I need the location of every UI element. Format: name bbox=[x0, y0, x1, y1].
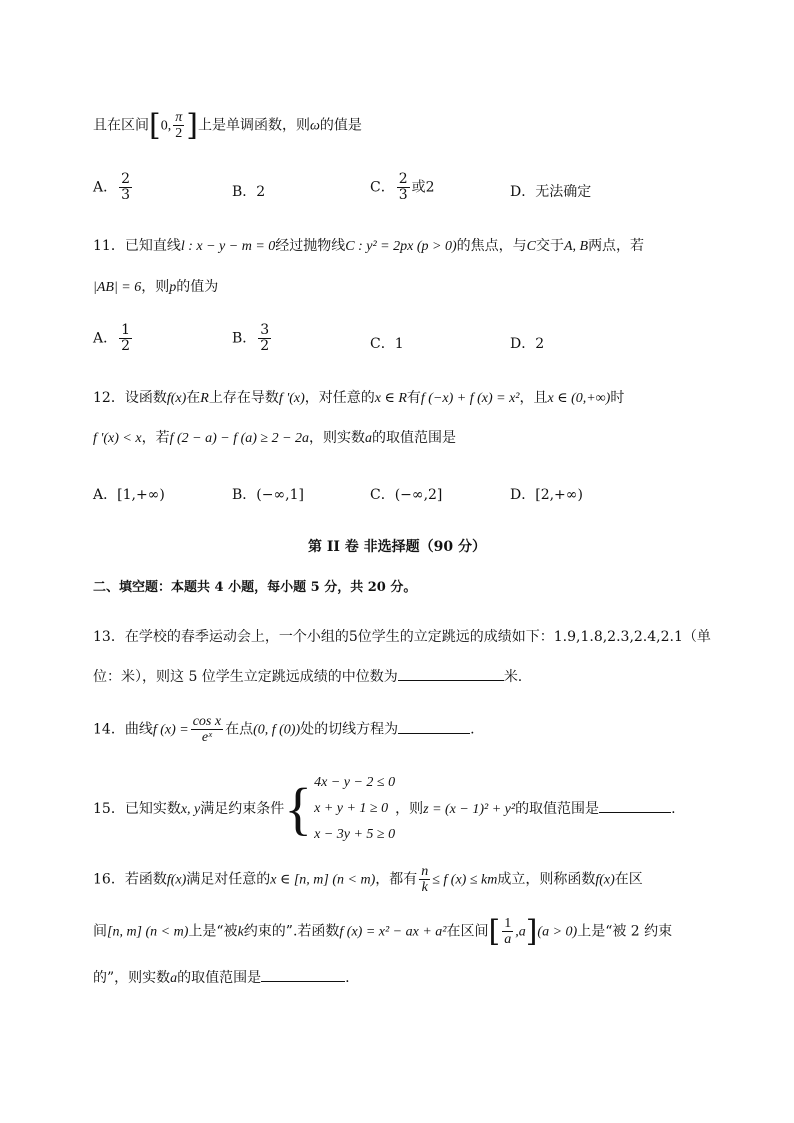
frac-num: n bbox=[421, 864, 429, 879]
q11-stem-line2 bbox=[93, 277, 724, 298]
q16-text: 若函数 bbox=[124, 871, 167, 888]
option-label: C． bbox=[370, 336, 395, 352]
option-label: B． bbox=[232, 487, 257, 503]
question-number: 16． bbox=[93, 871, 125, 888]
q10-option-a bbox=[93, 172, 134, 203]
q12-option-d bbox=[510, 484, 583, 504]
q15-text: 的取值范围是 bbox=[515, 801, 600, 817]
q12-text: ，若 bbox=[141, 430, 170, 446]
option-text: 或2 bbox=[411, 179, 435, 196]
q15-text: 满足约束条件 bbox=[200, 801, 285, 817]
q12-text: ，且 bbox=[519, 390, 548, 406]
q16-text: 上是“被 2 约束 bbox=[577, 923, 673, 940]
option-label: C． bbox=[370, 487, 395, 503]
q16-text: 约束的”.若函数 bbox=[243, 923, 340, 940]
section-heading: 二、填空题：本题共 4 小题，每小题 5 分，共 20 分。 bbox=[93, 580, 417, 595]
q12-text: 的取值范围是 bbox=[372, 430, 457, 446]
option-label: A． bbox=[93, 330, 118, 347]
q16-text: 的”，则实数 bbox=[93, 970, 171, 986]
math: ≤ f (x) ≤ km bbox=[432, 872, 498, 888]
answer-blank[interactable] bbox=[599, 798, 671, 813]
constraint: x + y + 1 ≥ 0 bbox=[314, 801, 389, 816]
q12-text: 有 bbox=[406, 390, 421, 406]
math: R bbox=[200, 391, 209, 406]
frac-den: 3 bbox=[398, 187, 408, 203]
constraint: x − 3y + 5 ≥ 0 bbox=[314, 827, 396, 842]
math: f(x) bbox=[166, 872, 187, 888]
math: C : y² = 2px (p > 0) bbox=[345, 239, 457, 254]
q15-text: 已知实数 bbox=[124, 801, 181, 817]
q11-text: 两点，若 bbox=[588, 238, 645, 254]
q14-text: . bbox=[470, 721, 475, 738]
math: (a > 0) bbox=[537, 924, 578, 940]
fraction bbox=[258, 323, 271, 354]
math: f (−x) + f (x) = x² bbox=[420, 391, 520, 406]
math: A, B bbox=[563, 239, 589, 254]
q10-option-b bbox=[232, 181, 265, 201]
q12-stem-line2 bbox=[93, 428, 724, 449]
q16-text: ，都有 bbox=[375, 871, 418, 888]
q13-text: 米. bbox=[503, 669, 523, 685]
question-number: 12． bbox=[93, 390, 125, 406]
math: ,a bbox=[515, 924, 526, 940]
frac-den: 2 bbox=[175, 126, 183, 141]
option-text: 2 bbox=[256, 184, 266, 200]
q15-stem bbox=[93, 770, 724, 842]
data-values: 1.9,1.8,2.3,2.4,2.1 bbox=[553, 629, 683, 645]
q11-text: 交于 bbox=[535, 238, 564, 254]
right-bracket: ] bbox=[525, 913, 538, 949]
fraction bbox=[119, 323, 132, 354]
q12-option-a bbox=[93, 484, 165, 504]
q11-option-c bbox=[370, 333, 404, 353]
option-text: 无法确定 bbox=[535, 184, 592, 200]
q12-text: 上存在导数 bbox=[208, 390, 279, 406]
q14-stem bbox=[93, 714, 724, 745]
q12-text: 设函数 bbox=[124, 390, 167, 406]
q13-stem-line1 bbox=[93, 627, 724, 647]
left-bracket: [ bbox=[488, 913, 501, 949]
option-label: D． bbox=[510, 487, 536, 503]
math: f (x) = x² − ax + a² bbox=[339, 924, 447, 940]
q11-text: 经过抛物线 bbox=[275, 238, 346, 254]
frac-den: 2 bbox=[121, 338, 131, 354]
frac-num: 3 bbox=[260, 322, 270, 338]
q16-text: 的取值范围是 bbox=[177, 970, 262, 986]
math: C bbox=[526, 239, 536, 254]
q13-text: （单 bbox=[682, 629, 711, 645]
math: a bbox=[365, 431, 373, 446]
math: f (2 − a) − f (a) ≥ 2 − 2a bbox=[169, 431, 310, 446]
math: p bbox=[169, 280, 177, 295]
option-text: [2,+∞) bbox=[535, 487, 583, 503]
option-text: 2 bbox=[535, 336, 545, 352]
math: f(x) bbox=[595, 872, 615, 888]
pi-over-2 bbox=[173, 110, 184, 141]
question-number: 14． bbox=[93, 721, 125, 738]
left-brace: { bbox=[284, 776, 313, 841]
option-text: 1 bbox=[394, 336, 404, 352]
question-number: 13． bbox=[93, 629, 125, 645]
q11-text: 的值为 bbox=[176, 279, 219, 295]
q10-text: 上是单调函数，则 bbox=[197, 117, 310, 134]
math: f '(x) < x bbox=[93, 431, 142, 446]
math: a bbox=[170, 971, 178, 986]
math: [n, m] (n < m) bbox=[107, 924, 189, 940]
q12-text: 时 bbox=[610, 390, 625, 406]
frac-den: 3 bbox=[121, 187, 131, 203]
answer-blank[interactable] bbox=[398, 719, 470, 734]
option-label: B． bbox=[232, 184, 257, 200]
q16-text: . bbox=[345, 970, 350, 986]
math: (0, f (0)) bbox=[253, 722, 301, 738]
q14-text: 曲线 bbox=[124, 721, 153, 738]
fraction bbox=[502, 916, 513, 947]
q13-stem-line2 bbox=[93, 666, 724, 687]
math: x ∈ R bbox=[374, 391, 407, 406]
question-number: 11． bbox=[93, 238, 125, 254]
q16-stem-line2 bbox=[93, 913, 724, 949]
fraction bbox=[119, 172, 132, 203]
q15-text: . bbox=[671, 801, 676, 817]
q12-text: ，则实数 bbox=[309, 430, 366, 446]
q13-text: 位学生的立定跳远的成绩如下： bbox=[357, 629, 554, 645]
option-label: A． bbox=[93, 487, 118, 503]
q13-text: 位：米），则这 5 位学生立定跳远成绩的中位数为 bbox=[93, 669, 398, 685]
math: x ∈ (0,+∞) bbox=[547, 391, 611, 406]
q14-text: 处的切线方程为 bbox=[300, 721, 399, 738]
option-label: A． bbox=[93, 179, 118, 196]
q13-text: 5 bbox=[348, 629, 358, 645]
math: f '(x) bbox=[278, 391, 305, 406]
frac-num: 1 bbox=[121, 322, 131, 338]
q11-stem-line1 bbox=[93, 236, 724, 257]
fraction bbox=[397, 172, 410, 203]
answer-blank[interactable] bbox=[261, 967, 345, 982]
q16-text: 在区间 bbox=[446, 923, 489, 940]
q11-option-a bbox=[93, 323, 134, 354]
frac-den: k bbox=[421, 880, 428, 895]
left-bracket: [ bbox=[149, 107, 161, 143]
q11-text: ，则 bbox=[141, 279, 170, 295]
q14-text: 在点 bbox=[225, 721, 254, 738]
part2-title: 第 II 卷 非选择题（90 分） bbox=[307, 539, 487, 555]
q16-stem-line3 bbox=[93, 967, 724, 989]
constraint-rows bbox=[314, 770, 395, 848]
math: f (x) = bbox=[152, 722, 189, 738]
q12-option-c bbox=[370, 484, 442, 504]
frac-num: cos x bbox=[192, 714, 222, 729]
fraction bbox=[191, 714, 223, 745]
q12-option-b bbox=[232, 484, 304, 504]
interval-left: 0, bbox=[160, 118, 172, 134]
frac-den: 2 bbox=[260, 338, 270, 354]
option-label: D． bbox=[510, 336, 536, 352]
math: z = (x − 1)² + y² bbox=[423, 802, 516, 817]
q12-stem-line1 bbox=[93, 388, 724, 409]
q10-text: 的值是 bbox=[319, 117, 362, 134]
right-bracket: ] bbox=[186, 107, 198, 143]
q10-option-c bbox=[370, 172, 435, 203]
option-label: B． bbox=[232, 330, 257, 347]
math: |AB| = 6 bbox=[93, 280, 142, 295]
frac-num: π bbox=[175, 110, 183, 125]
frac-num: 1 bbox=[504, 916, 512, 931]
q16-text: 成立，则称函数 bbox=[497, 871, 596, 888]
option-label: C． bbox=[370, 179, 395, 196]
option-text: (−∞,2] bbox=[394, 487, 443, 503]
q15-text: ，则 bbox=[395, 801, 424, 817]
q12-text: ，对任意的 bbox=[304, 390, 375, 406]
constraint: 4x − y − 2 ≤ 0 bbox=[314, 775, 396, 790]
q16-text: 满足对任意的 bbox=[186, 871, 271, 888]
option-text: (−∞,1] bbox=[256, 487, 304, 503]
q10-option-d bbox=[510, 181, 591, 201]
frac-den: a bbox=[504, 932, 512, 947]
q16-text: 在区 bbox=[614, 871, 643, 888]
option-label: D． bbox=[510, 184, 536, 200]
q11-text: 已知直线 bbox=[124, 238, 181, 254]
answer-blank[interactable] bbox=[398, 666, 504, 681]
q11-text: 的焦点，与 bbox=[456, 238, 527, 254]
q11-option-d bbox=[510, 333, 544, 353]
q13-text: 在学校的春季运动会上，一个小组的 bbox=[124, 629, 349, 645]
math: x ∈ [n, m] (n < m) bbox=[270, 872, 376, 888]
constraint-system bbox=[284, 770, 395, 848]
q16-text: 间 bbox=[93, 923, 107, 940]
math: x, y bbox=[180, 802, 201, 817]
q16-text: 上是“被 bbox=[188, 923, 238, 940]
math: l : x − y − m = 0 bbox=[180, 239, 276, 254]
math: k bbox=[237, 924, 244, 940]
option-text: [1,+∞) bbox=[117, 487, 165, 503]
q12-text: 在 bbox=[186, 390, 201, 406]
q10-text: 且在区间 bbox=[93, 117, 149, 134]
q11-option-b bbox=[232, 323, 273, 354]
math: f(x) bbox=[166, 391, 187, 406]
frac-num: 2 bbox=[121, 171, 131, 187]
question-number: 15． bbox=[93, 801, 125, 817]
frac-num: 2 bbox=[398, 171, 408, 187]
frac-den: eˣ bbox=[201, 730, 212, 745]
q16-stem-line1 bbox=[93, 864, 724, 895]
omega: ω bbox=[309, 118, 320, 134]
fraction bbox=[419, 864, 430, 895]
q10-stem-tail bbox=[93, 107, 724, 143]
